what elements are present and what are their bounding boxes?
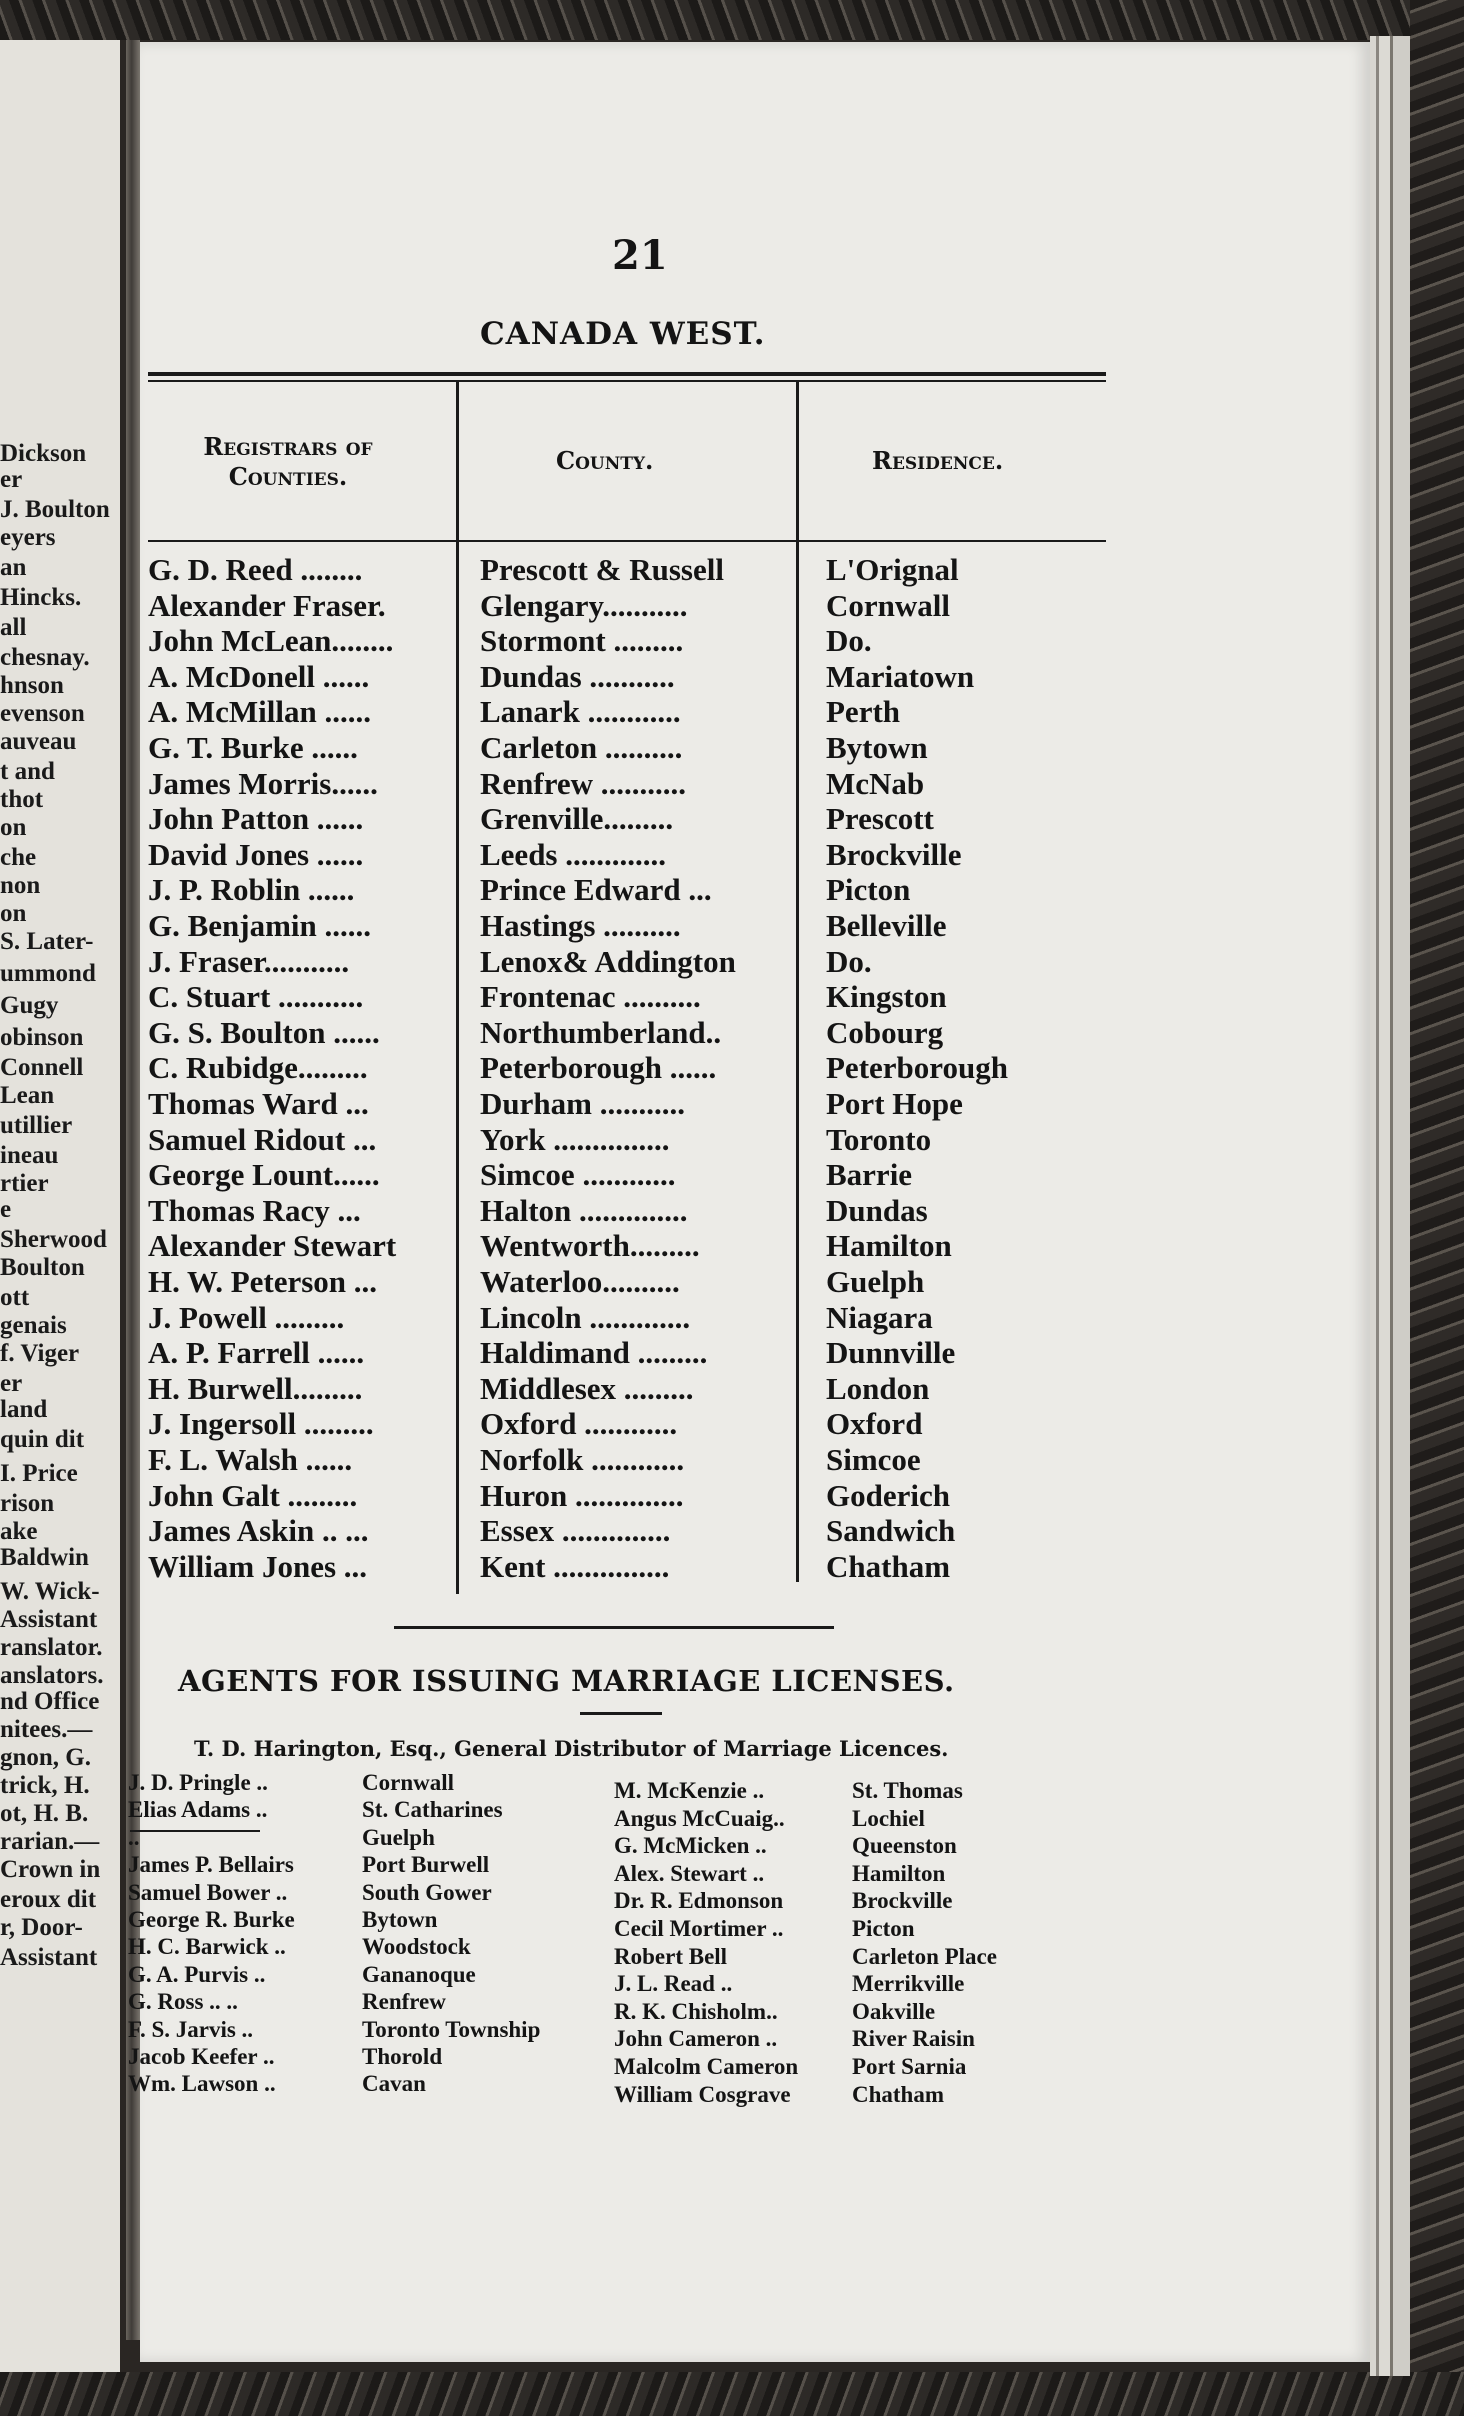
county-name: Waterloo.......... [480,1264,680,1299]
column-header-residence: Residence. [872,446,1004,475]
registrar-name: H. Burwell......... [148,1371,363,1406]
registrar-name: J. P. Roblin ...... [148,872,355,907]
agent-place: Brockville [852,1888,953,1913]
county-name: Essex .............. [480,1513,671,1548]
facing-page-text: er [0,1370,23,1397]
residence-name: Niagara [826,1300,933,1335]
facing-page-text: S. Later- [0,928,94,955]
residence-name: Chatham [826,1549,951,1584]
agent-name: Cecil Mortimer .. [614,1916,784,1941]
facing-page-text: land [0,1396,48,1423]
facing-page-text: Assistant [0,1944,98,1971]
registrar-name: G. D. Reed ........ [148,552,363,587]
county-name: Lenox& Addington [480,944,736,979]
registrar-name: G. Benjamin ...... [148,908,372,943]
facing-page-text: auveau [0,728,77,755]
agent-place: Gananoque [362,1962,476,1987]
section-heading: CANADA WEST. [480,316,766,352]
agents-title-rule [580,1712,662,1715]
registrar-name: A. McDonell ...... [148,659,370,694]
county-name: Haldimand ......... [480,1335,708,1370]
agent-place: St. Thomas [852,1778,963,1803]
registrar-row [0,1513,1100,1547]
residence-name: Picton [826,872,911,907]
county-name: Lincoln ............. [480,1300,691,1335]
registrar-name: G. T. Burke ...... [148,730,358,765]
facing-page-text: nitees.— [0,1716,93,1743]
agent-name: G. McMicken .. [614,1833,767,1858]
residence-name: McNab [826,766,925,801]
agent-row [0,2026,1100,2054]
registrar-row [0,1228,1100,1262]
facing-page-text: Gugy [0,992,59,1019]
registrar-name: Thomas Ward ... [148,1086,369,1121]
registrar-name: John Galt ......... [148,1478,358,1513]
agent-name: John Cameron .. [614,2026,778,2051]
facing-page-text: nd Office [0,1688,100,1715]
agent-row [0,1861,1100,1889]
agent-row [0,1778,1100,1806]
registrar-name: Thomas Racy ... [148,1193,361,1228]
agent-place: Hamilton [852,1861,946,1886]
registrar-name: William Jones ... [148,1549,368,1584]
facing-page-text: rarian.— [0,1828,100,1855]
residence-name: Barrie [826,1157,913,1192]
facing-page-text: che [0,844,37,871]
county-name: Middlesex ......... [480,1371,694,1406]
county-name: Stormont ......... [480,623,684,658]
registrar-row [0,801,1100,835]
registrar-row [0,659,1100,693]
registrar-name: C. Stuart ........... [148,979,364,1014]
residence-name: L'Orignal [826,552,959,587]
agent-place: St. Catharines [362,1797,503,1822]
registrar-name: John Patton ...... [148,801,364,836]
agent-name: Samuel Bower .. [128,1880,288,1905]
registrar-row [0,1015,1100,1049]
agent-name: .. [128,1825,140,1850]
page-number: 21 [612,232,668,279]
photo-background-top [0,0,1464,40]
county-name: Northumberland.. [480,1015,722,1050]
registrar-row [0,872,1100,906]
heading-rule-thick [148,372,1106,376]
facing-page-text: genais [0,1312,67,1339]
county-name: Hastings .......... [480,908,681,943]
facing-page-text: on [0,900,27,927]
agent-row [0,2054,1100,2082]
facing-page-text: evenson [0,700,85,727]
section-divider-rule [394,1626,834,1629]
county-name: Halton .............. [480,1193,688,1228]
facing-page-text: t and [0,758,55,785]
county-name: Grenville......... [480,801,674,836]
county-name: Glengary........... [480,588,688,623]
residence-name: Goderich [826,1478,950,1513]
facing-page-text: e [0,1196,12,1223]
facing-page-text: anslators. [0,1662,104,1689]
agent-place: Cavan [362,2071,426,2096]
registrar-name: J. Powell ......... [148,1300,345,1335]
registrar-name: Alexander Fraser. [148,588,386,623]
registrar-row [0,1478,1100,1512]
facing-page-text: I. Price [0,1460,78,1487]
registrar-row [0,1406,1100,1440]
residence-name: Prescott [826,801,934,836]
agent-place: Toronto Township [362,2017,541,2042]
facing-page-text: trick, H. [0,1772,90,1799]
agent-place: Chatham [852,2082,945,2107]
facing-page-text: W. Wick- [0,1578,100,1605]
agent-name: Robert Bell [614,1944,728,1969]
photo-background-right [1410,0,1464,2416]
agents-title: AGENTS FOR ISSUING MARRIAGE LICENSES. [178,1664,955,1698]
registrar-name: George Lount...... [148,1157,380,1192]
facing-page-text: f. Viger [0,1340,80,1367]
facing-page-text: all [0,614,27,641]
residence-name: Mariatown [826,659,975,694]
agent-place: Port Burwell [362,1852,490,1877]
county-name: Kent ............... [480,1549,670,1584]
registrar-row [0,623,1100,657]
agent-place: Cornwall [362,1770,454,1795]
registrar-name: H. W. Peterson ... [148,1264,378,1299]
agent-row [0,1833,1100,1861]
facing-page-text: on [0,814,27,841]
residence-name: Simcoe [826,1442,921,1477]
residence-name: Bytown [826,730,928,765]
heading-rule-thin [148,380,1106,382]
county-name: Renfrew ........... [480,766,687,801]
agent-name: Angus McCuaig.. [614,1806,785,1831]
agent-name: M. McKenzie .. [614,1778,765,1803]
residence-name: Sandwich [826,1513,956,1548]
agent-name: H. C. Barwick .. [128,1934,286,1959]
facing-page-text: gnon, G. [0,1744,92,1771]
facing-page-text: Baldwin [0,1544,89,1571]
agent-row [0,1888,1100,1916]
facing-page-text: r, Door- [0,1914,83,1941]
agent-place: Picton [852,1916,915,1941]
facing-page-text: Dickson [0,440,87,467]
agent-place: Renfrew [362,1989,446,2014]
facing-page-text: ranslator. [0,1634,103,1661]
registrar-name: F. L. Walsh ...... [148,1442,353,1477]
facing-page-text: Crown in [0,1856,101,1883]
agent-place: Carleton Place [852,1944,997,1969]
facing-page-text: eroux dit [0,1886,97,1913]
county-name: Dundas ........... [480,659,675,694]
facing-page-text: J. Boulton [0,496,110,523]
residence-name: Brockville [826,837,962,872]
agent-name: Wm. Lawson .. [128,2071,276,2096]
registrar-row [0,837,1100,871]
agent-name: Elias Adams .. [128,1797,268,1822]
facing-page-text: hnson [0,672,64,699]
page-edges [1370,36,1410,2376]
registrar-row [0,694,1100,728]
facing-page-text: Boulton [0,1254,85,1281]
county-name: Norfolk ............ [480,1442,685,1477]
agent-place: Guelph [362,1825,435,1850]
registrar-row [0,1300,1100,1334]
residence-name: Port Hope [826,1086,963,1121]
registrar-name: James Askin .. ... [148,1513,369,1548]
facing-page-text: chesnay. [0,644,90,671]
registrar-name: A. P. Farrell ...... [148,1335,365,1370]
facing-page-text: Lean [0,1082,55,1109]
residence-name: Kingston [826,979,947,1014]
registrar-row [0,1371,1100,1405]
county-name: Wentworth......... [480,1228,700,1263]
agent-row [0,2082,1100,2110]
registrar-name: Alexander Stewart [148,1228,397,1263]
facing-page-text: Connell [0,1054,84,1081]
facing-page-text: er [0,466,23,493]
column-header-registrars [168,432,408,492]
agent-place: Queenston [852,1833,957,1858]
registrar-name: C. Rubidge......... [148,1050,368,1085]
agent-name: G. Ross .. .. [128,1989,238,2014]
facing-page-text: thot [0,786,44,813]
agent-name: F. S. Jarvis .. [128,2017,254,2042]
residence-name: Do. [826,944,872,979]
agent-row [0,1916,1100,1944]
agent-place: Merrikville [852,1971,965,1996]
facing-page-text: utillier [0,1112,73,1139]
residence-name: Peterborough [826,1050,1008,1085]
residence-name: Dunnville [826,1335,956,1370]
registrar-name: John McLean........ [148,623,394,658]
facing-page-text: rtier [0,1170,49,1197]
facing-page-text: Sherwood [0,1226,107,1253]
registrar-row [0,1442,1100,1476]
distributor-line: T. D. Harington, Esq., General Distributor of Marriage Licences. [194,1736,949,1761]
registrar-row [0,1086,1100,1120]
facing-page-text: rison [0,1490,55,1517]
facing-page-text: ineau [0,1142,59,1169]
residence-name: London [826,1371,930,1406]
agent-name: Jacob Keefer .. [128,2044,275,2069]
agent-row [0,1944,1100,1972]
agent-name: George R. Burke [128,1907,295,1932]
county-name: Leeds ............. [480,837,666,872]
county-name: Simcoe ............ [480,1157,676,1192]
facing-page-text: an [0,554,27,581]
residence-name: Guelph [826,1264,925,1299]
facing-page-text: quin dit [0,1426,85,1453]
county-name: Prescott & Russell [480,552,724,587]
residence-name: Oxford [826,1406,923,1441]
county-name: Carleton .......... [480,730,683,765]
agent-name: R. K. Chisholm.. [614,1999,778,2024]
agent-name: Alex. Stewart .. [614,1861,765,1886]
registrar-row [0,766,1100,800]
registrar-name: J. Fraser........... [148,944,350,979]
county-name: Prince Edward ... [480,872,712,907]
agent-row [0,1999,1100,2027]
agent-name: G. A. Purvis .. [128,1962,266,1987]
header-rule [148,540,1106,542]
facing-page-text: Assistant [0,1606,98,1633]
registrar-row [0,730,1100,764]
registrar-row [0,1335,1100,1369]
agent-place: River Raisin [852,2026,975,2051]
registrar-row [0,1122,1100,1156]
facing-page-text: eyers [0,524,56,551]
residence-name: Belleville [826,908,947,943]
registrar-row [0,1549,1100,1583]
facing-page-text: ake [0,1518,38,1545]
registrar-name: James Morris...... [148,766,378,801]
residence-name: Dundas [826,1193,928,1228]
registrar-name: A. McMillan ...... [148,694,371,729]
agent-name: Malcolm Cameron [614,2054,799,2079]
registrar-name: J. Ingersoll ......... [148,1406,374,1441]
registrar-row [0,944,1100,978]
county-name: Oxford ............ [480,1406,678,1441]
agent-place: Thorold [362,2044,443,2069]
agent-name: James P. Bellairs [128,1852,294,1877]
agent-place: Woodstock [362,1934,471,1959]
agent-row [0,1806,1100,1834]
residence-name: Cornwall [826,588,950,623]
residence-name: Cobourg [826,1015,944,1050]
county-name: Huron .............. [480,1478,684,1513]
column-header-county: County. [556,446,654,475]
registrar-name: David Jones ...... [148,837,364,872]
agent-place: South Gower [362,1880,492,1905]
facing-page-text: obinson [0,1024,84,1051]
registrar-row [0,979,1100,1013]
agent-name: J. L. Read .. [614,1971,733,1996]
column-header-registrars-line2: Counties. [228,462,348,491]
agent-place: Lochiel [852,1806,925,1831]
column-header-registrars-line1: Registrars of [203,432,373,461]
county-name: Frontenac .......... [480,979,701,1014]
county-name: Peterborough ...... [480,1050,717,1085]
registrar-row [0,552,1100,586]
registrar-row [0,1264,1100,1298]
agent-name: William Cosgrave [614,2082,791,2107]
agent-row [0,1971,1100,1999]
registrar-row [0,908,1100,942]
registrar-name: Samuel Ridout ... [148,1122,377,1157]
county-name: Lanark ............ [480,694,681,729]
photo-background-bottom [0,2372,1464,2416]
registrar-name: G. S. Boulton ...... [148,1015,380,1050]
registrar-row [0,1157,1100,1191]
county-name: Durham ........... [480,1086,685,1121]
facing-page-text: non [0,872,41,899]
residence-name: Perth [826,694,901,729]
facing-page-text: Hincks. [0,584,82,611]
facing-page-text: ott [0,1284,30,1311]
facing-page-text: ot, H. B. [0,1800,89,1827]
agent-place: Bytown [362,1907,438,1932]
residence-name: Hamilton [826,1228,952,1263]
registrar-row [0,588,1100,622]
registrar-row [0,1193,1100,1227]
residence-name: Do. [826,623,872,658]
agent-name: J. D. Pringle .. [128,1770,268,1795]
registrar-row [0,1050,1100,1084]
facing-page-text: ummond [0,960,96,987]
residence-name: Toronto [826,1122,932,1157]
agent-name: Dr. R. Edmonson [614,1888,784,1913]
agent-place: Oakville [852,1999,936,2024]
county-name: York ............... [480,1122,670,1157]
agent-place: Port Sarnia [852,2054,967,2079]
